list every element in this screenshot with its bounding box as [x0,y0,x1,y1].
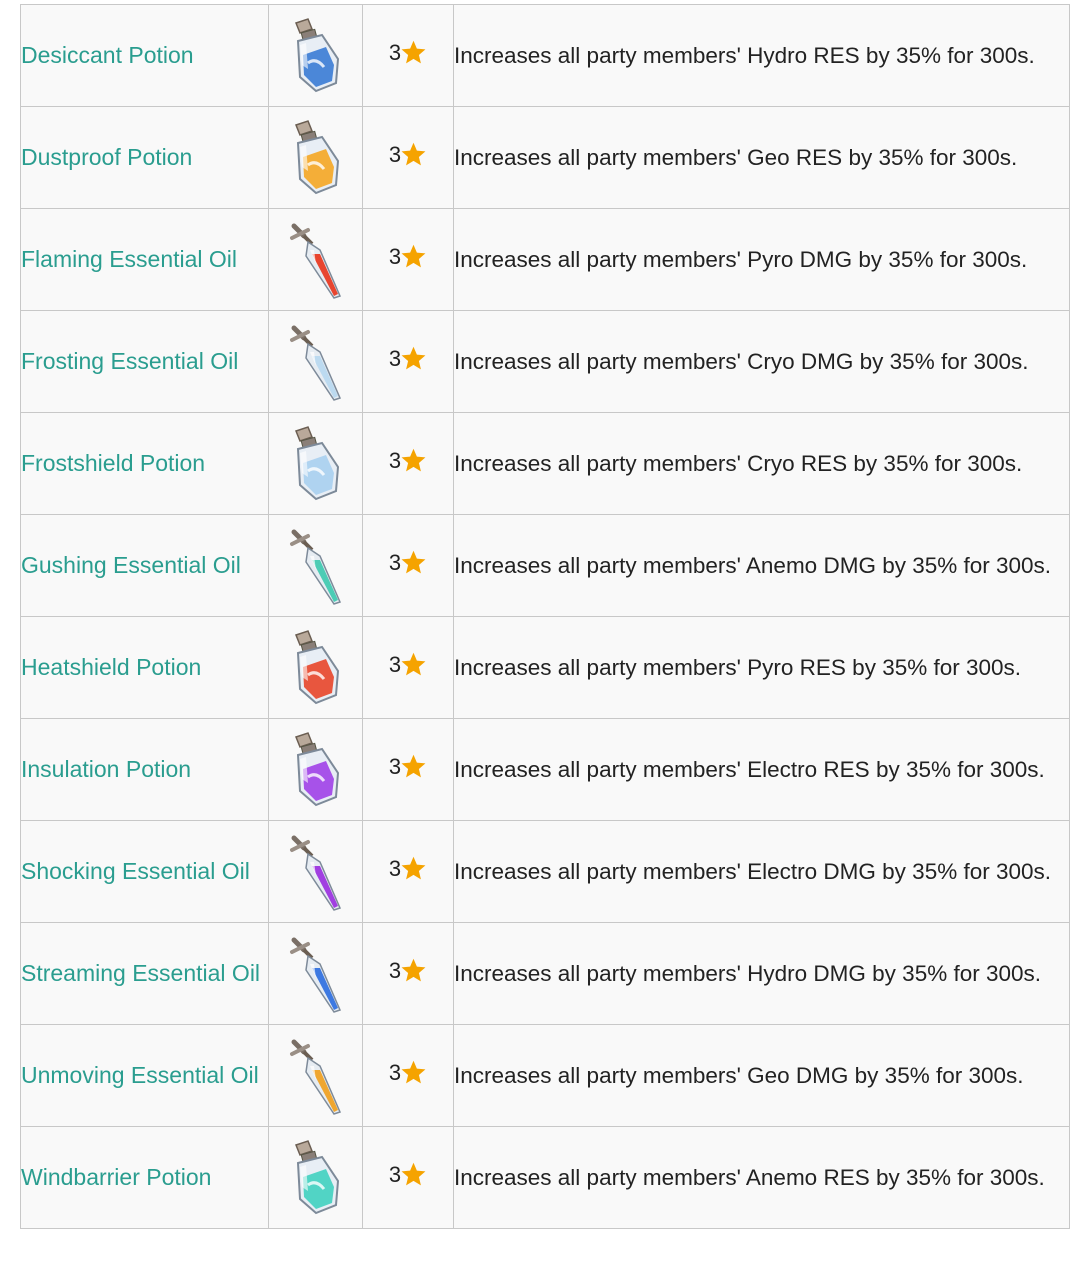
item-description: Increases all party members' Geo RES by 35% for 300s. [454,107,1070,209]
rarity-value: 3 [388,40,402,65]
star-icon [400,855,427,888]
potion-icon[interactable] [269,629,362,707]
potion-icon[interactable] [269,17,362,95]
item-name-cell [21,821,269,923]
rarity-cell [363,311,454,413]
essential-oil-icon[interactable] [269,832,362,912]
rarity-cell [363,209,454,311]
rarity-value: 3 [388,142,402,167]
item-description: Increases all party members' Pyro RES by 35% for 300s. [454,617,1070,719]
star-icon [400,1161,427,1194]
table-row [21,1025,1070,1127]
item-name-cell [21,5,269,107]
table-row [21,311,1070,413]
rarity-value: 3 [388,1162,402,1187]
rarity-value: 3 [388,244,402,269]
item-name-cell [21,311,269,413]
item-icon-cell [269,617,363,719]
item-name-cell [21,515,269,617]
potion-icon[interactable] [269,1139,362,1217]
item-description: Increases all party members' Anemo DMG by 35% for 300s. [454,515,1070,617]
item-description: Increases all party members' Electro DMG by 35% for 300s. [454,821,1070,923]
essential-oil-icon[interactable] [269,220,362,300]
table-row [21,107,1070,209]
item-description: Increases all party members' Cryo RES by 35% for 300s. [454,413,1070,515]
table-row [21,209,1070,311]
rarity-cell [363,515,454,617]
star-icon [400,345,427,378]
item-name-link[interactable]: Gushing Essential Oil [21,552,241,578]
rarity-value: 3 [388,346,402,371]
star-icon [400,549,427,582]
rarity-value: 3 [388,448,402,473]
star-icon [400,651,427,684]
item-name-link[interactable]: Frostshield Potion [21,450,206,476]
star-icon [400,957,427,990]
item-name-cell [21,923,269,1025]
star-icon [400,141,427,174]
essential-oil-icon[interactable] [269,1036,362,1116]
item-description: Increases all party members' Hydro RES by 35% for 300s. [454,5,1070,107]
consumables-table [20,4,1070,1229]
item-name-link[interactable]: Streaming Essential Oil [21,960,261,986]
item-name-cell [21,719,269,821]
rarity-value: 3 [388,754,402,779]
item-icon-cell [269,821,363,923]
item-icon-cell [269,311,363,413]
potion-icon[interactable] [269,731,362,809]
item-icon-cell [269,1127,363,1229]
star-icon [400,39,427,72]
table-row [21,515,1070,617]
item-name-link[interactable]: Dustproof Potion [21,144,193,170]
rarity-value: 3 [388,550,402,575]
table-row [21,617,1070,719]
item-icon-cell [269,107,363,209]
item-icon-cell [269,923,363,1025]
essential-oil-icon[interactable] [269,526,362,606]
item-name-link[interactable]: Desiccant Potion [21,42,194,68]
item-name-cell [21,413,269,515]
item-description: Increases all party members' Anemo RES by 35% for 300s. [454,1127,1070,1229]
table-row [21,1127,1070,1229]
item-name-link[interactable]: Flaming Essential Oil [21,246,238,272]
table-row [21,923,1070,1025]
item-name-link[interactable]: Frosting Essential Oil [21,348,239,374]
item-name-cell [21,617,269,719]
rarity-cell [363,923,454,1025]
rarity-cell [363,107,454,209]
potion-icon[interactable] [269,425,362,503]
essential-oil-icon[interactable] [269,934,362,1014]
rarity-value: 3 [388,1060,402,1085]
rarity-cell [363,719,454,821]
rarity-cell [363,1025,454,1127]
item-description: Increases all party members' Pyro DMG by 35% for 300s. [454,209,1070,311]
item-description: Increases all party members' Cryo DMG by 35% for 300s. [454,311,1070,413]
star-icon [400,1059,427,1092]
essential-oil-icon[interactable] [269,322,362,402]
item-name-cell [21,1127,269,1229]
rarity-cell [363,413,454,515]
star-icon [400,243,427,276]
item-name-cell [21,107,269,209]
star-icon [400,447,427,480]
table-row [21,719,1070,821]
star-icon [400,753,427,786]
item-description: Increases all party members' Electro RES by 35% for 300s. [454,719,1070,821]
rarity-cell [363,5,454,107]
rarity-value: 3 [388,856,402,881]
item-icon-cell [269,5,363,107]
rarity-cell [363,821,454,923]
potion-icon[interactable] [269,119,362,197]
item-name-link[interactable]: Unmoving Essential Oil [21,1062,259,1088]
table-row [21,5,1070,107]
item-icon-cell [269,515,363,617]
item-description: Increases all party members' Geo DMG by 35% for 300s. [454,1025,1070,1127]
table-row [21,821,1070,923]
item-icon-cell [269,209,363,311]
item-name-link[interactable]: Shocking Essential Oil [21,858,250,884]
rarity-value: 3 [388,652,402,677]
table-body [21,5,1070,1229]
item-name-link[interactable]: Windbarrier Potion [21,1164,212,1190]
item-name-cell [21,209,269,311]
item-name-link[interactable]: Insulation Potion [21,756,192,782]
rarity-cell [363,617,454,719]
rarity-value: 3 [388,958,402,983]
item-icon-cell [269,1025,363,1127]
item-icon-cell [269,719,363,821]
table-row [21,413,1070,515]
item-description: Increases all party members' Hydro DMG by 35% for 300s. [454,923,1070,1025]
item-name-link[interactable]: Heatshield Potion [21,654,202,680]
item-name-cell [21,1025,269,1127]
item-icon-cell [269,413,363,515]
rarity-cell [363,1127,454,1229]
